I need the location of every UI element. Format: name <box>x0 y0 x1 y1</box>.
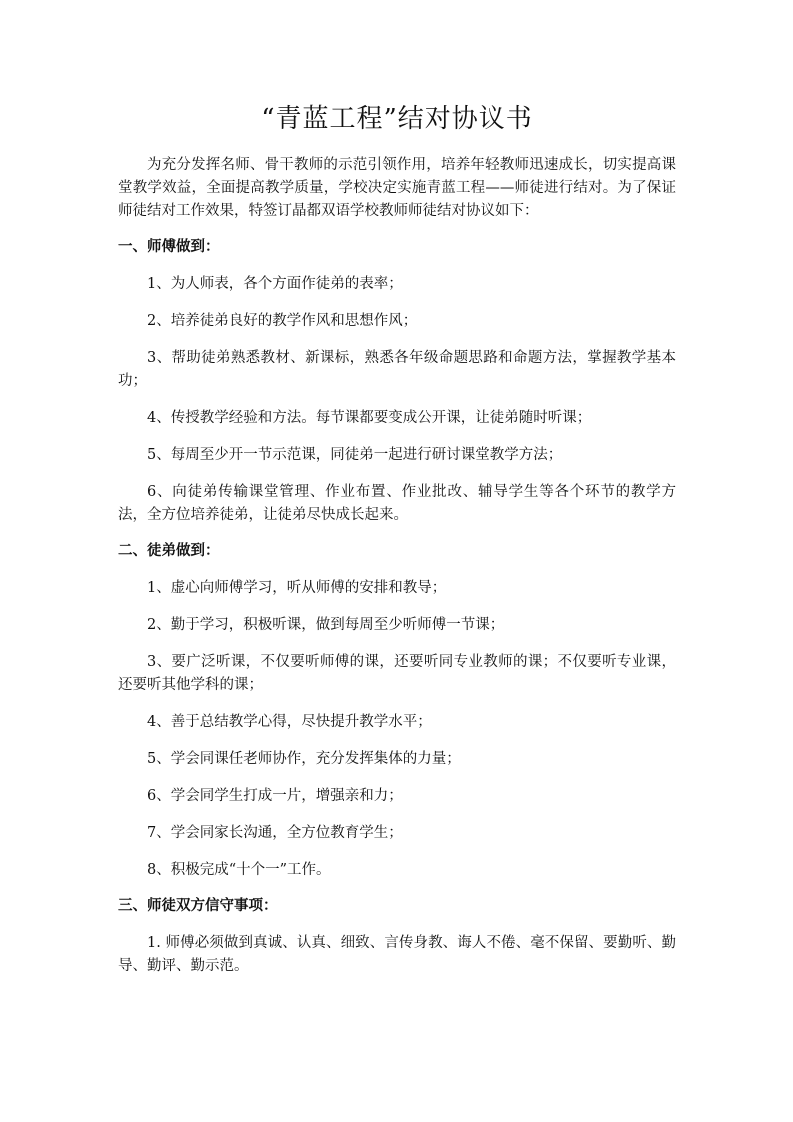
section-heading: 一、师傅做到： <box>118 238 220 255</box>
list-item: 2、培养徒弟良好的教学作风和思想作风； <box>147 313 418 329</box>
list-item: 6、向徒弟传输课堂管理、作业布置、作业批改、辅导学生等各个环节的教学方法，全方位培养徒弟，让徒弟尽快成长起来。 <box>118 484 676 523</box>
list-item: 5、学会同课任老师协作，充分发挥集体的力量； <box>147 751 461 767</box>
intro-paragraph: 为充分发挥名师、骨干教师的示范引领作用，培养年轻教师迅速成长，切实提高课堂教学效益，全面提高教学质量，学校决定实施青蓝工程——师徒进行结对。为了保证师徒结对工作效果，特签订晶都双语学校教师师徒结对协议如下： <box>118 157 676 219</box>
list-item: 4、传授教学经验和方法。每节课都要变成公开课，让徒弟随时听课； <box>147 410 592 426</box>
section-master <box>118 235 676 527</box>
section-apprentice <box>118 539 676 882</box>
list-item: 1、为人师表，各个方面作徒弟的表率； <box>147 276 403 292</box>
document-page <box>118 0 676 978</box>
list-item: 1. 师傅必须做到真诚、认真、细致、言传身教、诲人不倦、毫不保留、要勤听、勤导、勤评、勤示范。 <box>118 935 676 974</box>
section-list <box>118 577 676 882</box>
list-item: 7、学会同家长沟通，全方位教育学生； <box>147 825 403 841</box>
list-item: 5、每周至少开一节示范课，同徒弟一起进行研讨课堂教学方法； <box>147 447 563 463</box>
list-item: 6、学会同学生打成一片，增强亲和力； <box>147 788 403 804</box>
section-mutual <box>118 894 676 978</box>
section-list <box>118 273 676 527</box>
section-heading: 三、师徒双方信守事项： <box>118 897 278 914</box>
document-title: “青蓝工程”结对协议书 <box>261 104 533 134</box>
list-item: 3、要广泛听课，不仅要听师傅的课，还要听同专业教师的课；不仅要听专业课，还要听其他学科的课； <box>118 654 676 693</box>
list-item: 1、虚心向师傅学习，听从师傅的安排和教导； <box>147 580 447 596</box>
list-item: 8、积极完成“十个一”工作。 <box>147 862 331 878</box>
section-list <box>118 932 676 978</box>
list-item: 3、帮助徒弟熟悉教材、新课标，熟悉各年级命题思路和命题方法，掌握教学基本功； <box>118 350 676 389</box>
section-heading: 二、徒弟做到： <box>118 542 220 559</box>
list-item: 4、善于总结教学心得，尽快提升教学水平； <box>147 714 432 730</box>
list-item: 2、勤于学习，积极听课，做到每周至少听师傅一节课； <box>147 617 505 633</box>
